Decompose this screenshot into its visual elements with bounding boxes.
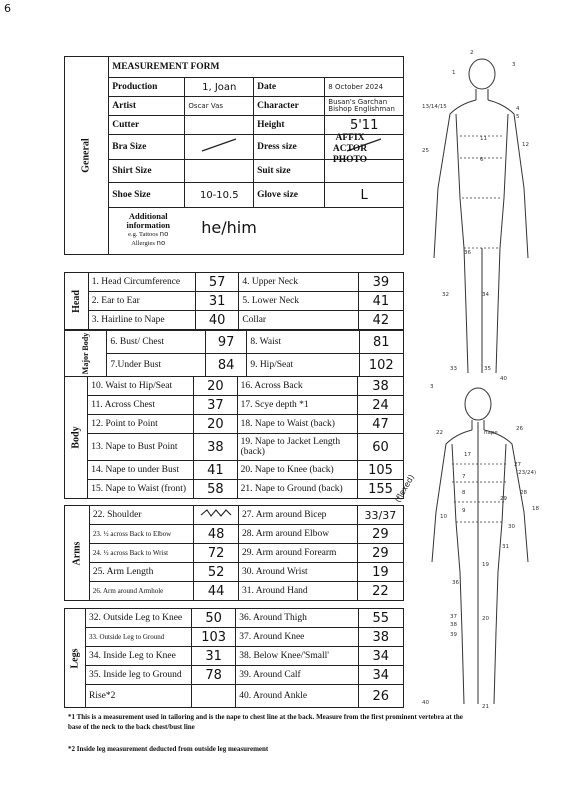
artist-value: Oscar Vas [185,97,254,116]
figure-label: 36 [464,250,471,256]
affix-actor-photo: AFFIX ACTOR PHOTO [332,133,368,165]
figure-label: 28 [520,490,527,496]
figure-label: 40 [422,700,429,706]
figure-label: 6 [480,157,484,163]
arms-table [64,505,404,601]
figure-label: 19 [482,562,489,568]
shirt-size-value [185,160,254,183]
figure-label: 10 [440,514,447,520]
figure-label: 25 [422,148,429,154]
figure-label: 3 [430,384,434,390]
flexed-note: (flexed) [393,473,417,504]
additional-info-value: he/him [201,218,257,237]
production-value: 1, Joan [185,78,254,97]
footnote-1: *1 This is a measurement used in tailoring and is the nape to chest line at the back. Measure from the first prominent vertebra at the base of the neck to the back chest/bust line [68,713,463,731]
bra-size-value [185,135,254,160]
figure-label: 22 [436,430,443,436]
figure-label: 32 [442,292,449,298]
legs-row: 35. Inside leg to Ground 78 39. Around Calf 34 [65,666,404,685]
figure-label: 1 [452,70,456,76]
figure-label: 4 [516,106,520,112]
general-row: Cutter Height 5'11 [65,116,404,135]
figure-label: 12 [522,142,529,148]
arms-row: Arms 22. Shoulder 27. Arm around Bicep 33/37 [65,506,404,525]
body-table [64,376,404,499]
body-row: 15. Nape to Waist (front) 58 21. Nape to Ground (back) 155 [65,480,404,499]
legs-row: 33. Outside Leg to Ground 103 37. Around Knee 38 [65,628,404,647]
figure-label: 35 [484,366,491,372]
figure-label: 31 [502,544,509,550]
shoulder-value-crossed [194,506,239,525]
figure-label: 39 [450,632,457,638]
figure-label: 21 [482,704,489,710]
figure-label: (23/24) [516,470,537,476]
arms-row: 24. ½ across Back to Wrist 72 29. Arm around Forearm 29 [65,544,404,563]
legs-section-label: Legs [65,609,86,708]
figure-label: 5 [516,114,520,120]
page-number-mark: 6 [4,2,11,15]
major-body-section-label: Major Body [65,331,107,377]
body-row: 14. Nape to under Bust 41 20. Nape to Knee (back) 105 [65,461,404,480]
figure-label: 17 [464,452,471,458]
figure-label: 33 [450,366,457,372]
arms-row: 23. ½ across Back to Elbow 48 28. Arm around Elbow 29 [65,525,404,544]
figure-label: 13/14/15 [422,104,447,110]
date-value: 8 October 2024 [325,78,404,97]
footnote-2: *2 Inside leg measurement deducted from outside leg measurement [68,745,269,753]
general-section-label: General [65,57,109,255]
character-value: Busan's Garchan Bishop Englishman [325,97,404,116]
legs-row: Rise*2 40. Around Ankle 26 [65,685,404,708]
legs-table [64,608,404,708]
head-row: 2. Ear to Ear 31 5. Lower Neck 41 [65,292,404,311]
figure-label: 26 [516,426,523,432]
head-table [64,272,404,330]
general-row: Production 1, Joan Date 8 October 2024 [65,78,404,97]
major-body-row: 7.Under Bust 84 9. Hip/Seat 102 [65,354,404,377]
figure-label: 11 [480,136,487,142]
figure-label: 36 [452,580,459,586]
head-row: 3. Hairline to Nape 40 Collar 42 [65,311,404,330]
body-row: 12. Point to Point 20 18. Nape to Waist (back) 47 [65,415,404,434]
figure-label: 18 [532,506,539,512]
general-row: Shoe Size 10-10.5 Glove size L [65,183,404,208]
body-row: Body 10. Waist to Hip/Seat 20 16. Across Back 38 [65,377,404,396]
major-body-row: Major Body 6. Bust/ Chest 97 8. Waist 81 [65,331,404,354]
glove-size-value: L [325,183,404,208]
cutter-value [185,116,254,135]
legs-row: Legs 32. Outside Leg to Knee 50 36. Around Thigh 55 [65,609,404,628]
head-section-label: Head [65,273,89,330]
figure-label: 2 [470,50,474,56]
body-front-figure [420,48,550,388]
body-section-label: Body [65,377,88,499]
slash-mark-icon [199,137,239,153]
body-back-figure [420,382,550,712]
shoe-size-value: 10-10.5 [185,183,254,208]
figure-label: 8 [462,490,466,496]
arms-row: 25. Arm Length 52 30. Around Wrist 19 [65,563,404,582]
height-value: 5'11 [325,116,404,135]
figure-label: 37 [450,614,457,620]
figure-label: 9 [462,508,466,514]
body-row: 11. Across Chest 37 17. Scye depth *1 24 [65,396,404,415]
arms-row: 26. Arm around Armhole 44 31. Around Hand 22 [65,582,404,601]
figure-label: 27 [514,462,521,468]
additional-info-label: Additional information [126,211,170,230]
figure-label: 20 [482,616,489,622]
arms-section-label: Arms [65,506,90,601]
figure-label: 40 [500,376,507,382]
general-row: Artist Oscar Vas Character Busan's Garchan Bishop Englishman [65,97,404,116]
figure-label: 29 [500,496,507,502]
figure-label: 30 [508,524,515,530]
additional-info-row: Additional information e.g. Tattoos no Allergies no he/him [65,208,404,255]
figure-label: 3 [512,62,516,68]
legs-row: 34. Inside Leg to Knee 31 38. Below Knee/'Small' 34 [65,647,404,666]
general-row: Bra Size Dress size [65,135,404,160]
general-row: Shirt Size Suit size [65,160,404,183]
figure-label: 7 [462,474,466,480]
figure-label: 34 [482,292,489,298]
major-body-table [64,330,404,377]
figure-label: 38 [450,622,457,628]
form-title: MEASUREMENT FORM [109,57,404,78]
figure-label: nape [484,430,498,436]
head-row: Head 1. Head Circumference 57 4. Upper Neck 39 [65,273,404,292]
body-row: 13. Nape to Bust Point 38 19. Nape to Jacket Length (back) 60 [65,434,404,461]
scribble-icon [199,507,233,519]
